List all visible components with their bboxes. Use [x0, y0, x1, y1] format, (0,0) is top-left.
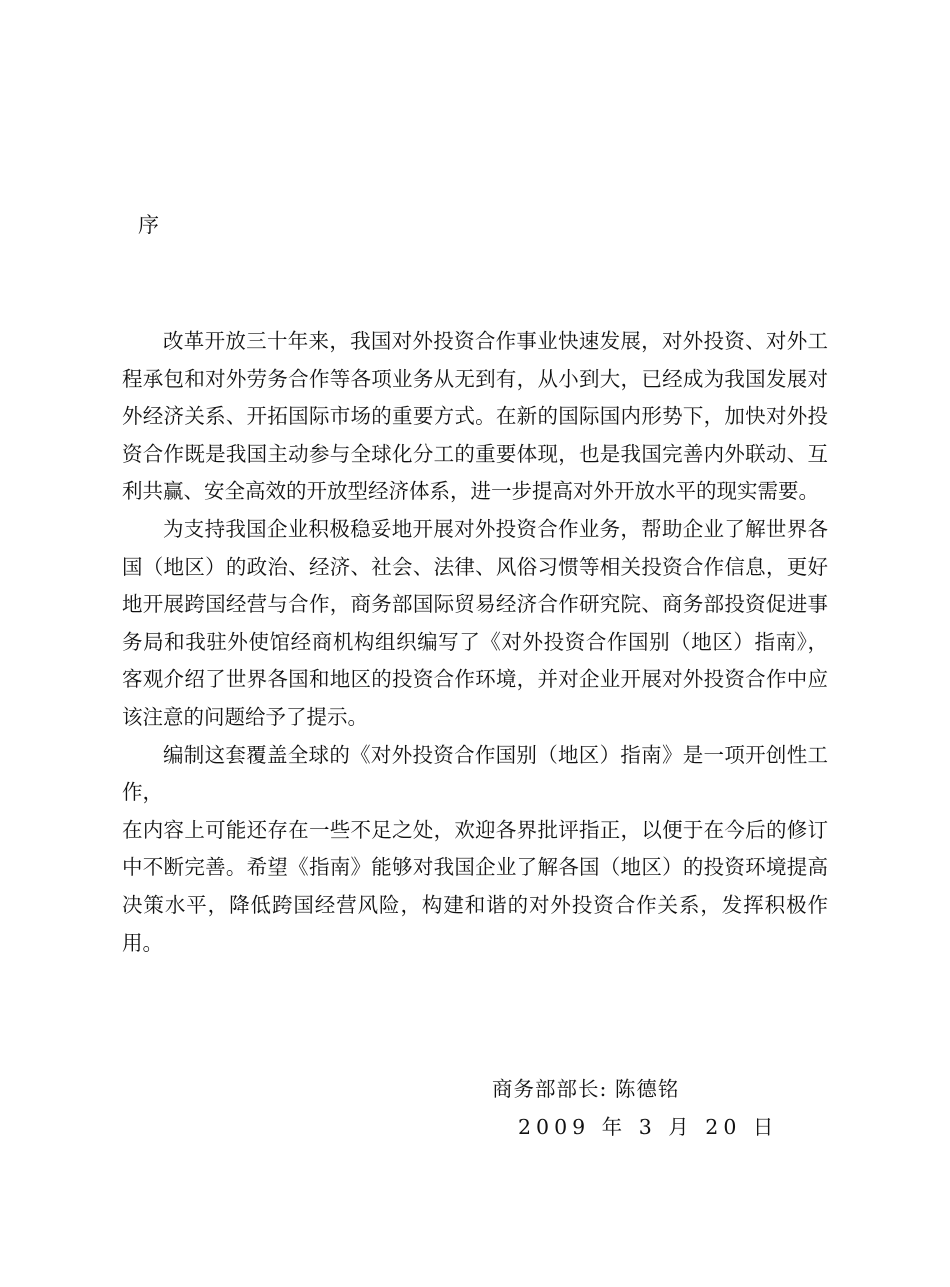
paragraph-2: 为支持我国企业积极稳妥地开展对外投资合作业务，帮助企业了解世界各国（地区）的政治、经济、社会、法律、风俗习惯等相关投资合作信息，更好地开展跨国经营与合作，商务部国际贸易经济合作研究院、商务部投资促进事务局和我驻外使馆经商机构组织编写了《对外投资合作国别（地区）指南》，客观介绍了世界各国和地区的投资合作环境，并对企业开展对外投资合作中应该注意的问题给予了提示。 — [122, 516, 828, 729]
paragraph-3-continuation: 在内容上可能还存在一些不足之处，欢迎各界批评指正，以便于在今后的修订中不断完善。希望《指南》能够对我国企业了解各国（地区）的投资环境提高决策水平，降低跨国经营风险，构建和谐的对外投资合作关系，发挥积极作用。 — [122, 817, 828, 955]
paragraph-1: 改革开放三十年来，我国对外投资合作事业快速发展，对外投资、对外工程承包和对外劳务合作等各项业务从无到有，从小到大，已经成为我国发展对外经济关系、开拓国际市场的重要方式。在新的国际国内形势下，加快对外投资合作既是我国主动参与全球化分工的重要体现，也是我国完善内外联动、互利共赢、安全高效的开放型经济体系，进一步提高对外开放水平的现实需要。 — [122, 329, 828, 504]
signatory-line: 商务部部长: 陈德铭 — [492, 1077, 680, 1101]
preface-body — [122, 323, 828, 962]
paragraph-3: 编制这套覆盖全球的《对外投资合作国别（地区）指南》是一项开创性工作， — [122, 742, 828, 805]
preface-heading: 序 — [138, 213, 159, 237]
date-line: 2009 年 3 月 20 日 — [518, 1115, 779, 1139]
signature-block — [492, 1070, 778, 1146]
